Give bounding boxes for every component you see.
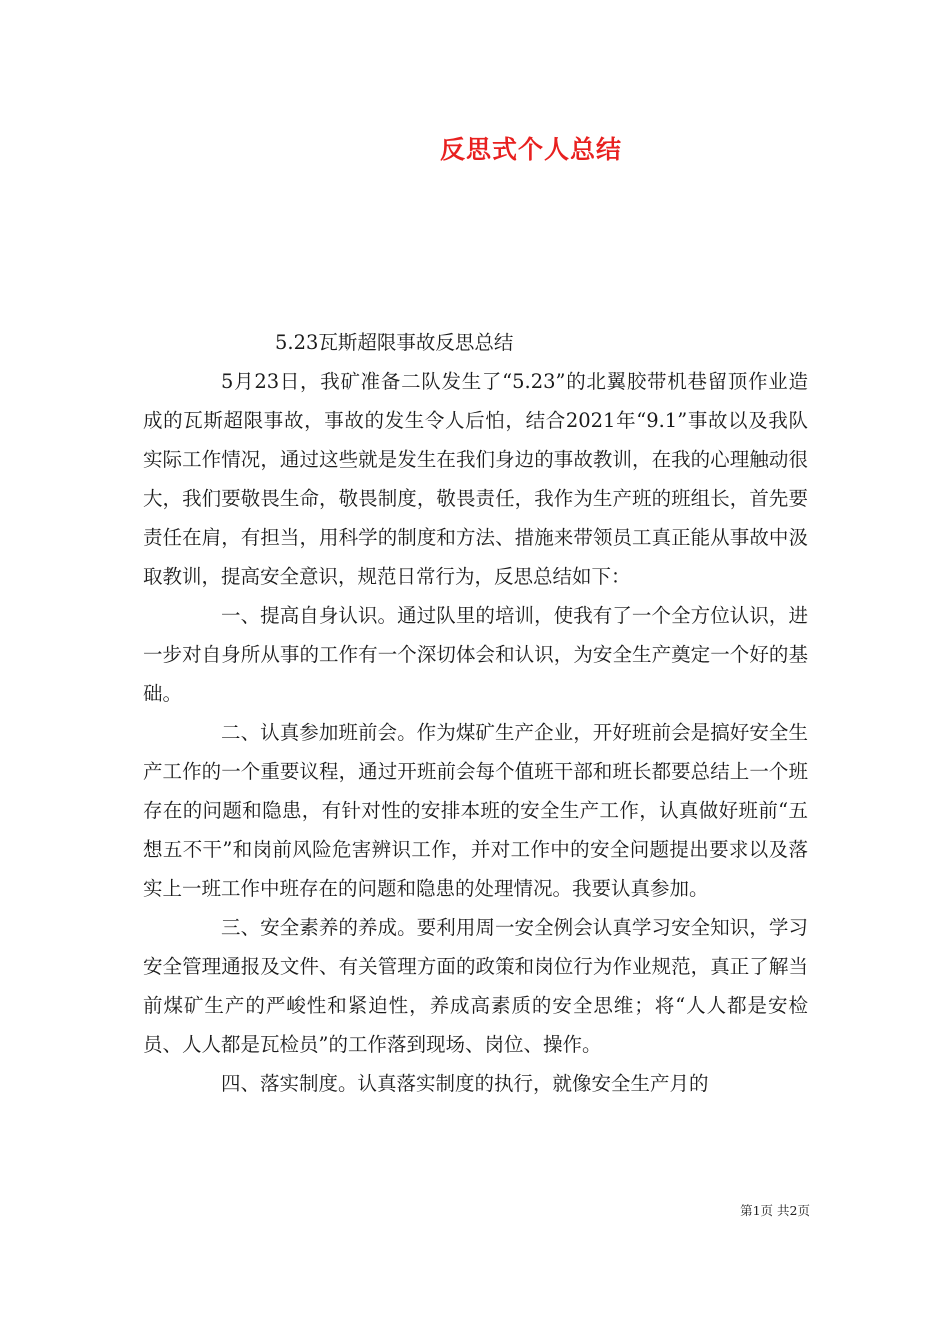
paragraph-intro: 5月23日，我矿准备二队发生了“5.23”的北翼胶带机巷留顶作业造成的瓦斯超限事故，事故的发生令人后怕，结合2021年“9.1”事故以及我队实际工作情况，通过这些就是发生在我们身边的事故教训，在我的心理触动很大，我们要敬畏生命，敬畏制度，敬畏责任，我作为生产班的班组长，首先要责任在肩，有担当，用科学的制度和方法、措施来带领员工真正能从事故中汲取教训，提高安全意识，规范日常行为，反思总结如下：: [143, 370, 808, 588]
paragraph-point-3: 三、安全素养的养成。要利用周一安全例会认真学习安全知识，学习安全管理通报及文件、有关管理方面的政策和岗位行为作业规范，真正了解当前煤矿生产的严峻性和紧迫性，养成高素质的安全思维；将“人人都是安检员、人人都是瓦检员”的工作落到现场、岗位、操作。: [143, 916, 808, 1056]
paragraph-point-1: 一、提高自身认识。通过队里的培训，使我有了一个全方位认识，进一步对自身所从事的工作有一个深切体会和认识，为安全生产奠定一个好的基础。: [143, 604, 808, 705]
document-title: 反思式个人总结: [440, 135, 623, 164]
paragraph-point-4: 四、落实制度。认真落实制度的执行，就像安全生产月的: [221, 1072, 709, 1095]
page-number-footer: 第1页 共2页: [740, 1203, 810, 1218]
paragraph-point-2: 二、认真参加班前会。作为煤矿生产企业，开好班前会是搞好安全生产工作的一个重要议程，通过开班前会每个值班干部和班长都要总结上一个班存在的问题和隐患，有针对性的安排本班的安全生产工作，认真做好班前“五想五不干”和岗前风险危害辨识工作，并对工作中的安全问题提出要求以及落实上一班工作中班存在的问题和隐患的处理情况。我要认真参加。: [143, 721, 808, 900]
document-subtitle: 5.23瓦斯超限事故反思总结: [275, 331, 514, 354]
document-body: [143, 362, 808, 1103]
